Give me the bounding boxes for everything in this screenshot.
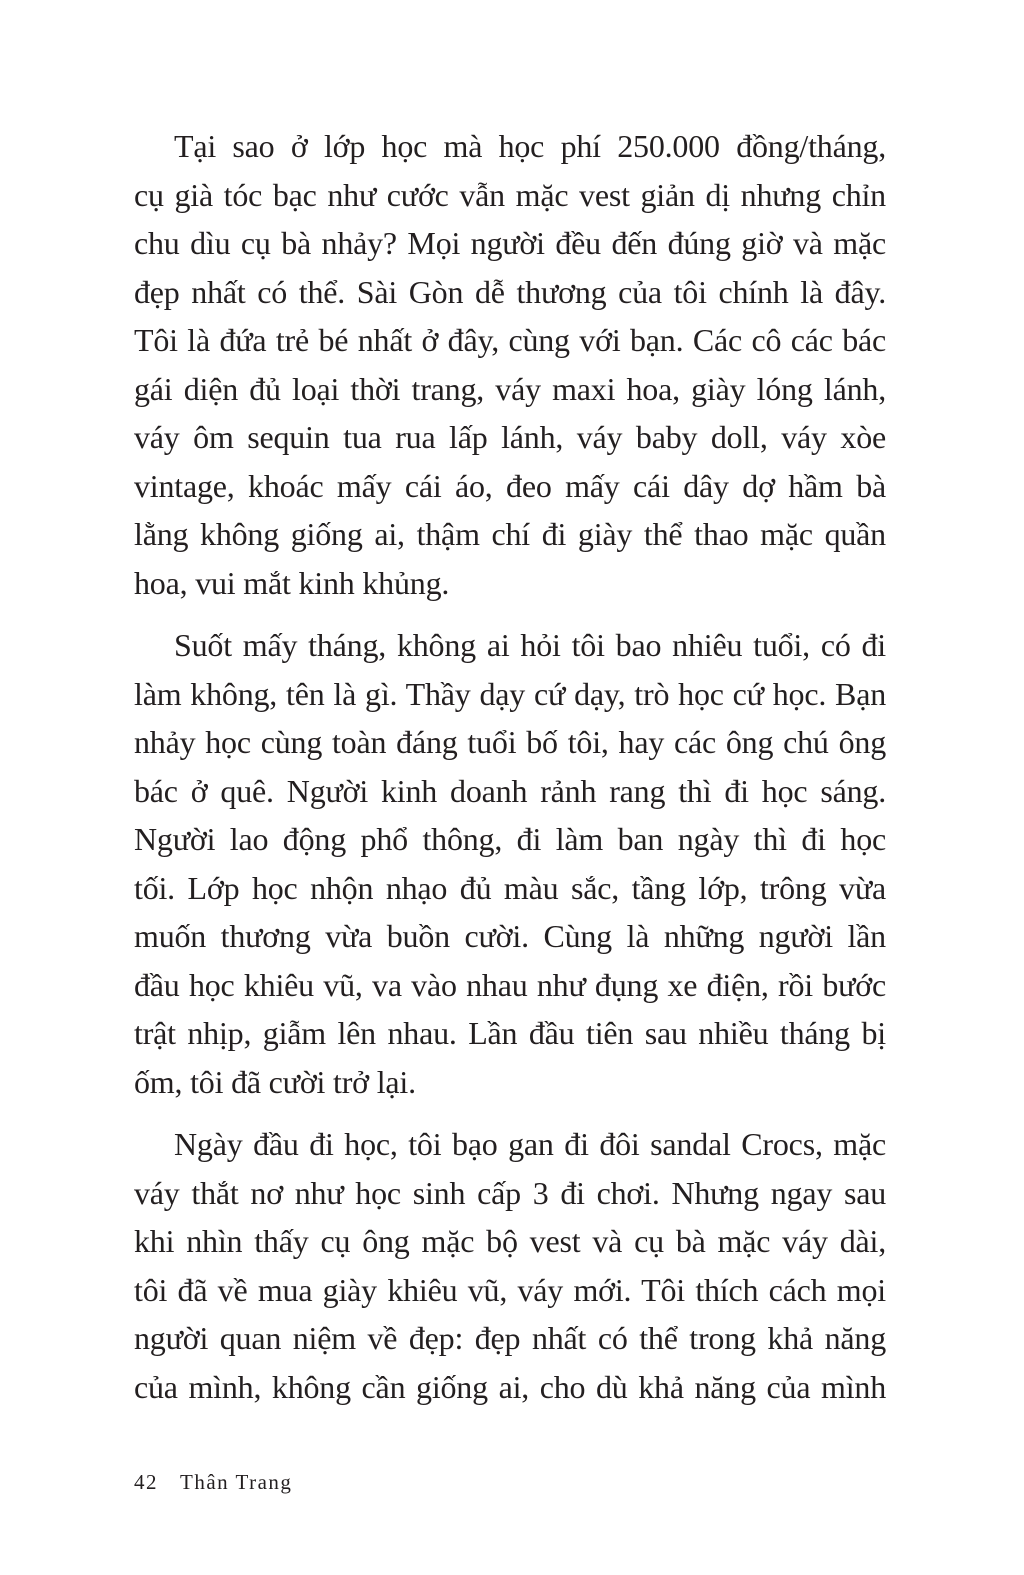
paragraph-3 — [134, 1120, 886, 1411]
page-number: 42 — [134, 1470, 158, 1494]
text-line: muốn thương vừa buồn cười. Cùng là những người lần — [134, 918, 886, 954]
text-line: hoa, vui mắt kinh khủng. — [134, 564, 450, 601]
text-line: của mình, không cần giống ai, cho dù khả năng của mình — [134, 1368, 886, 1405]
text-line: lằng không giống ai, thậm chí đi giày thể thao mặc quần — [134, 516, 886, 552]
text-line: đẹp nhất có thể. Sài Gòn dễ thương của tôi chính là đây. — [134, 273, 886, 310]
text-line: tôi đã về mua giày khiêu vũ, váy mới. Tôi thích cách mọi — [134, 1271, 886, 1308]
text-line: người quan niệm về đẹp: đẹp nhất có thể trong khả năng — [134, 1320, 886, 1356]
paragraph-1 — [134, 122, 886, 607]
text-line: làm không, tên là gì. Thầy dạy cứ dạy, trò học cứ học. Bạn — [134, 675, 886, 712]
text-line: váy thắt nơ như học sinh cấp 3 đi chơi. Nhưng ngay sau — [134, 1174, 886, 1211]
page-footer — [134, 1470, 292, 1495]
text-line: Người lao động phổ thông, đi làm ban ngày thì đi học — [134, 821, 886, 857]
text-line: tối. Lớp học nhộn nhạo đủ màu sắc, tầng lớp, trông vừa — [134, 869, 886, 906]
running-author: Thân Trang — [180, 1470, 293, 1494]
text-line: Tại sao ở lớp học mà học phí 250.000 đồng/tháng, — [174, 128, 886, 164]
text-line: nhảy học cùng toàn đáng tuổi bố tôi, hay các ông chú ông — [134, 724, 886, 760]
text-line: váy ôm sequin tua rua lấp lánh, váy baby doll, váy xòe — [134, 419, 886, 455]
text-line: cụ già tóc bạc như cước vẫn mặc vest giản dị nhưng chỉn — [134, 176, 886, 213]
text-line: bác ở quê. Người kinh doanh rảnh rang thì đi học sáng. — [134, 772, 886, 809]
text-line: ốm, tôi đã cười trở lại. — [134, 1063, 416, 1100]
text-line: khi nhìn thấy cụ ông mặc bộ vest và cụ bà mặc váy dài, — [134, 1223, 886, 1259]
text-line: chu dìu cụ bà nhảy? Mọi người đều đến đúng giờ và mặc — [134, 225, 886, 261]
text-line: vintage, khoác mấy cái áo, đeo mấy cái dây dợ hầm bà — [134, 467, 886, 504]
text-line: Tôi là đứa trẻ bé nhất ở đây, cùng với bạn. Các cô các bác — [134, 322, 886, 358]
text-line: trật nhịp, giẫm lên nhau. Lần đầu tiên sau nhiều tháng bị — [134, 1015, 886, 1051]
paragraph-2 — [134, 621, 886, 1106]
text-line: đầu học khiêu vũ, va vào nhau như đụng xe điện, rồi bước — [134, 966, 886, 1003]
text-line: Ngày đầu đi học, tôi bạo gan đi đôi sandal Crocs, mặc — [174, 1126, 886, 1162]
text-line: Suốt mấy tháng, không ai hỏi tôi bao nhiêu tuổi, có đi — [174, 627, 886, 663]
body-text — [134, 122, 886, 1425]
text-line: gái diện đủ loại thời trang, váy maxi hoa, giày lóng lánh, — [134, 370, 886, 407]
